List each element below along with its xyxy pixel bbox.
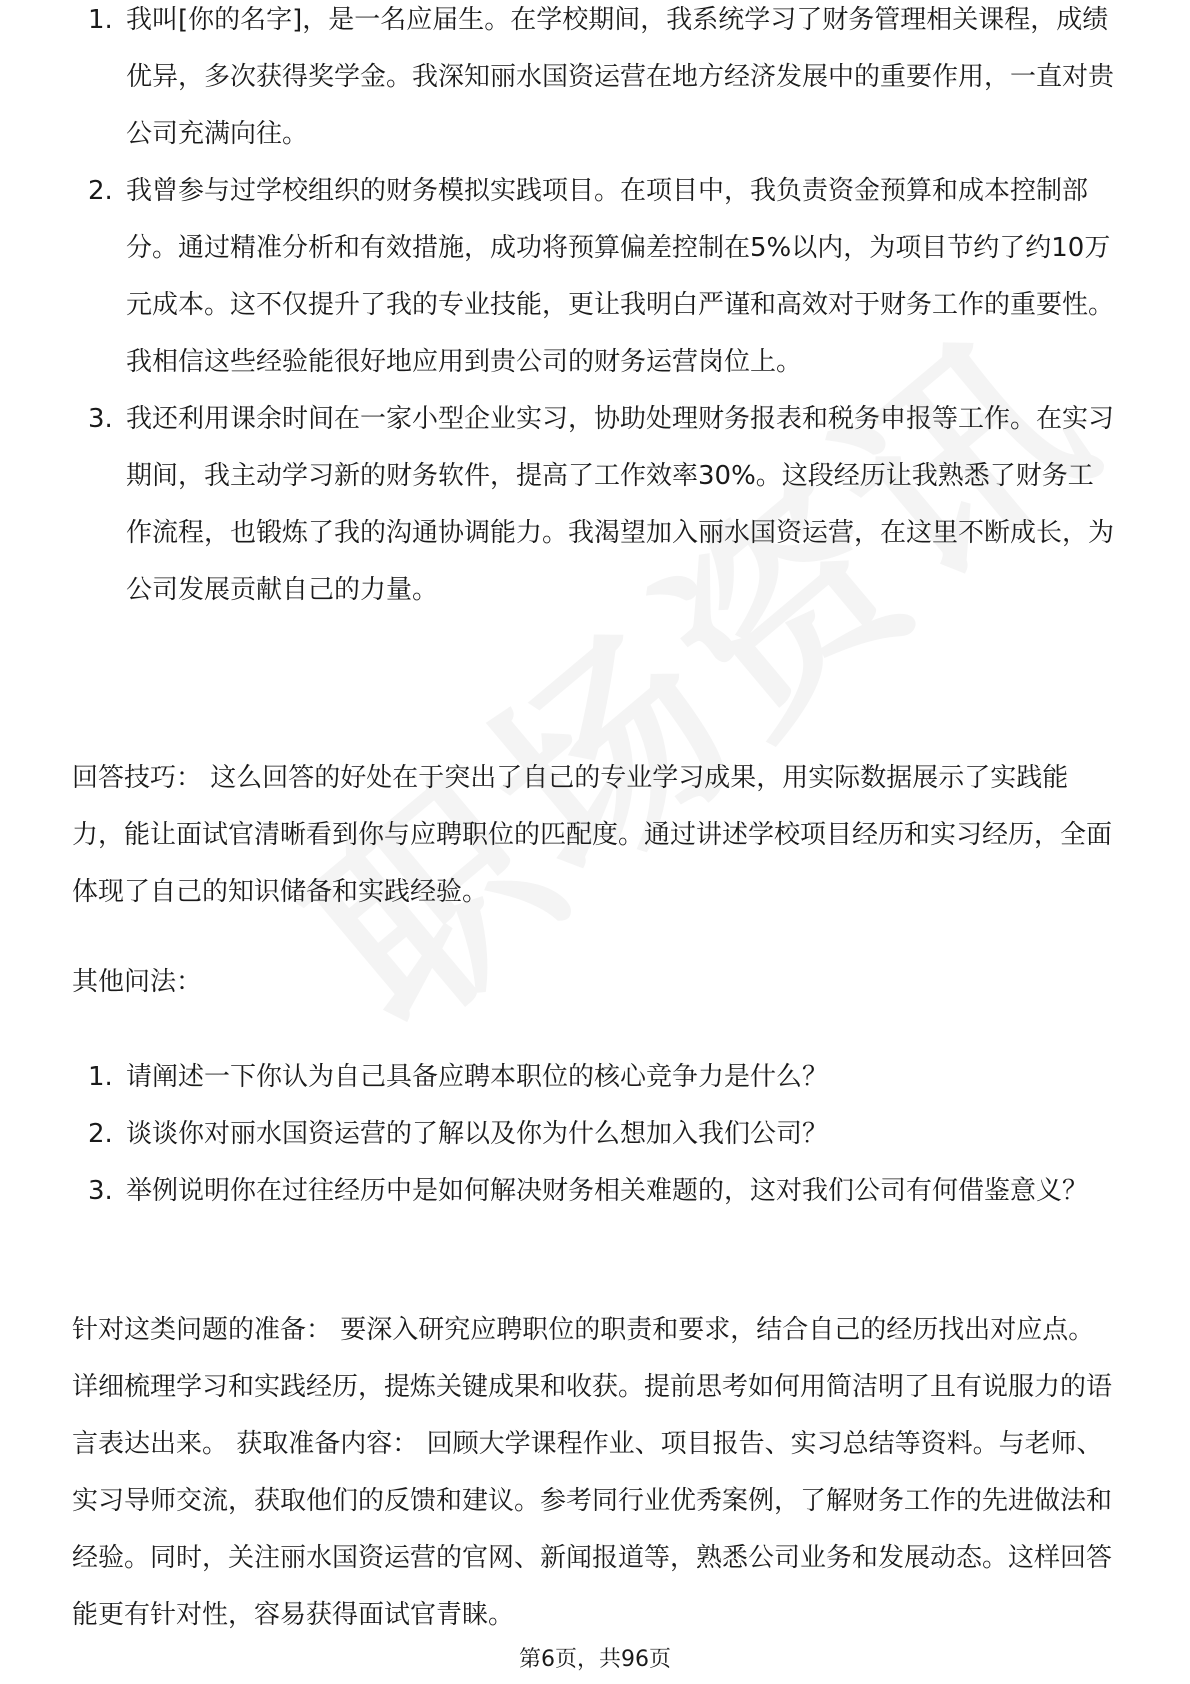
list-item: [72, 163, 1118, 391]
list-item: [72, 1106, 1118, 1163]
list-text: 我曾参与过学校组织的财务模拟实践项目。在项目中，我负责资金预算和成本控制部分。通过精准分析和有效措施，成功将预算偏差控制在5%以内，为项目节约了约10万元成本。这不仅提升了我的专业技能，更让我明白严谨和高效对于财务工作的重要性。我相信这些经验能很好地应用到贵公司的财务运营岗位上。: [126, 176, 1115, 377]
page-number: 第6页，共96页: [519, 1647, 671, 1672]
list-number: 1.: [88, 5, 113, 35]
list-item: [72, 391, 1118, 619]
list-text: 谈谈你对丽水国资运营的了解以及你为什么想加入我们公司？: [126, 1119, 829, 1149]
other-questions-list: [72, 1049, 1118, 1220]
list-item: [72, 0, 1118, 163]
tips-text: 这么回答的好处在于突出了自己的专业学习成果，用实际数据展示了实践能力，能让面试官清晰看到你与应聘职位的匹配度。通过讲述学校项目经历和实习经历，全面体现了自己的知识储备和实践经验。: [72, 763, 1113, 907]
prep-label-2: 获取准备内容：: [236, 1429, 419, 1459]
list-number: 3.: [88, 404, 113, 434]
prep-text-2: 回顾大学课程作业、项目报告、实习总结等资料。与老师、实习导师交流，获取他们的反馈和建议。参考同行业优秀案例，了解财务工作的先进做法和经验。同时，关注丽水国资运营的官网、新闻报道等，熟悉公司业务和发展动态。这样回答能更有针对性，容易获得面试官青睐。: [72, 1429, 1113, 1630]
list-number: 3.: [88, 1176, 113, 1206]
preparation-section: [72, 1302, 1118, 1644]
tips-label: 回答技巧：: [72, 763, 203, 793]
answer-tips: [72, 750, 1118, 921]
list-item: [72, 1049, 1118, 1106]
list-text: 我还利用课余时间在一家小型企业实习，协助处理财务报表和税务申报等工作。在实习期间，我主动学习新的财务软件，提高了工作效率30%。这段经历让我熟悉了财务工作流程，也锻炼了我的沟通协调能力。我渴望加入丽水国资运营，在这里不断成长，为公司发展贡献自己的力量。: [126, 404, 1115, 605]
list-number: 1.: [88, 1062, 113, 1092]
list-text: 举例说明你在过往经历中是如何解决财务相关难题的，这对我们公司有何借鉴意义？: [126, 1176, 1089, 1206]
other-questions-title: 其他问法：: [72, 967, 203, 997]
list-number: 2.: [88, 1119, 113, 1149]
answer-list: [72, 5, 1118, 619]
list-number: 2.: [88, 176, 113, 206]
list-text: 我叫[你的名字]，是一名应届生。在学校期间，我系统学习了财务管理相关课程，成绩优异，多次获得奖学金。我深知丽水国资运营在地方经济发展中的重要作用，一直对贵公司充满向往。: [126, 5, 1115, 149]
prep-text: 要深入研究应聘职位的职责和要求，结合自己的经历找出对应点。详细梳理学习和实践经历，提炼关键成果和收获。提前思考如何用简洁明了且有说服力的语言表达出来。: [72, 1315, 1113, 1459]
list-text: 请阐述一下你认为自己具备应聘本职位的核心竞争力是什么？: [126, 1062, 829, 1092]
list-item: [72, 1163, 1118, 1220]
prep-label: 针对这类问题的准备：: [72, 1315, 333, 1345]
